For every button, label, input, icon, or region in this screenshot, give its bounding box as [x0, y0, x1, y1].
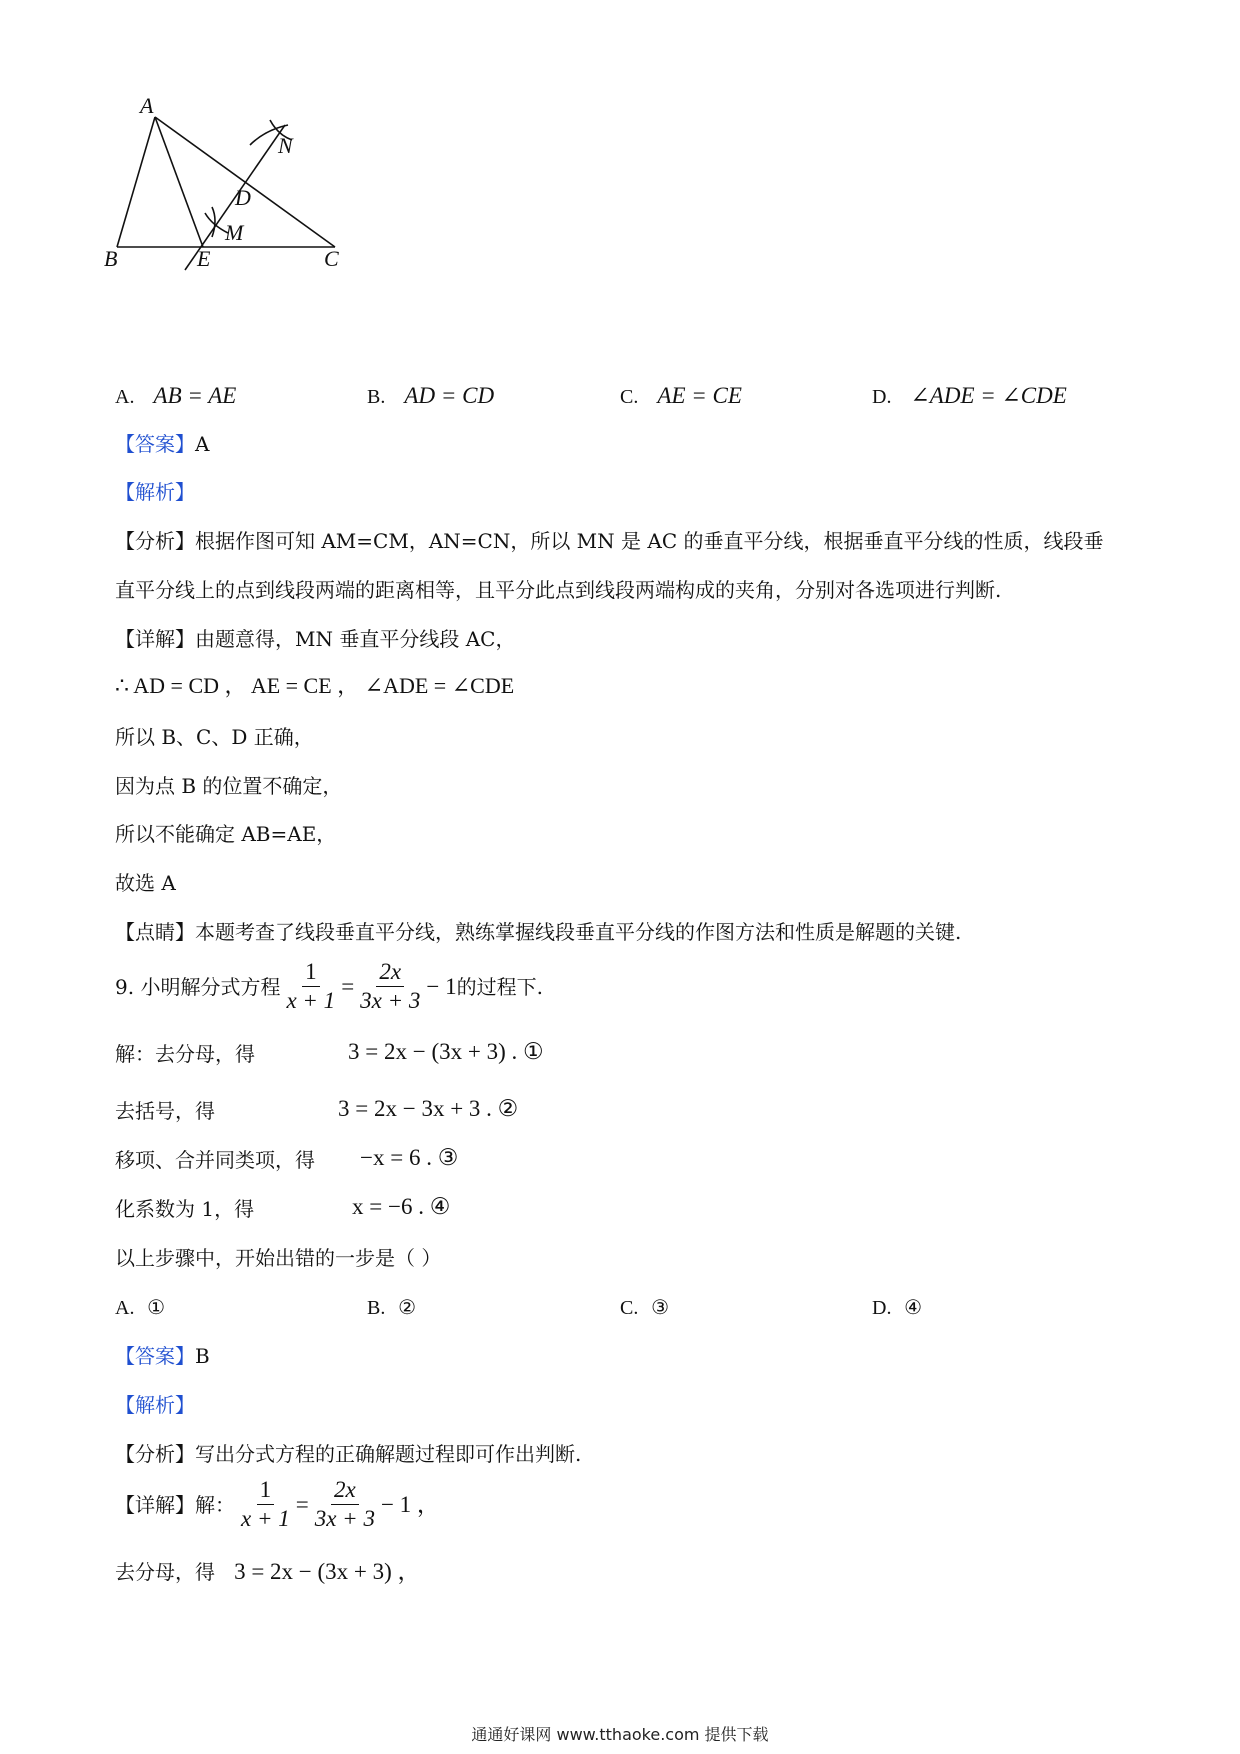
- label-e: E: [197, 246, 211, 271]
- label-b: B: [104, 246, 118, 271]
- fraction-denominator: x + 1: [241, 1506, 290, 1531]
- option-letter: B.: [367, 386, 386, 408]
- fraction-numerator: 1: [302, 958, 320, 987]
- q8-fenxi-line2: 直平分线上的点到线段两端的距离相等，且平分此点到线段两端构成的夹角，分别对各选项进行判断.: [115, 578, 1002, 602]
- q9-option-d: [872, 1293, 922, 1322]
- q8-line-choose: 故选 A: [115, 871, 176, 895]
- option-expr: ∠ADE = ∠CDE: [910, 383, 1067, 408]
- label-c: C: [324, 246, 339, 271]
- q8-option-c: [620, 382, 742, 411]
- option-expr: ③: [651, 1295, 669, 1319]
- minus-one: − 1: [426, 973, 457, 999]
- q8-line-bcd: 所以 B、C、D 正确，: [115, 725, 314, 749]
- label-n: N: [278, 133, 293, 158]
- q9-answer: [115, 1342, 210, 1370]
- q9-step2-label: 去括号，得: [115, 1099, 215, 1123]
- fraction-denominator: x + 1: [286, 988, 336, 1013]
- page-footer: 通通好课网 www.tthaoke.com 提供下载: [471, 1725, 769, 1744]
- q8-therefore-line: ∴ AD = CD ， AE = CE ， ∠ADE = ∠CDE: [115, 673, 515, 698]
- option-letter: A.: [115, 1297, 135, 1319]
- fraction-denominator: 3x + 3: [314, 1506, 375, 1531]
- minus-one: − 1 ，: [380, 1491, 440, 1517]
- q9-stem: [115, 958, 543, 1015]
- option-expr: ①: [147, 1295, 166, 1319]
- q9-prefix: 9. 小明解分式方程: [115, 974, 281, 999]
- qufenmu-eq: 3 = 2x − (3x + 3) ，: [234, 1559, 421, 1584]
- q8-option-b: [367, 382, 494, 411]
- option-letter: A.: [115, 386, 135, 408]
- answer-value: A: [195, 432, 210, 456]
- q9-step4-label: 化系数为 1，得: [115, 1197, 255, 1221]
- q9-suffix: 的过程下.: [456, 974, 543, 999]
- q8-option-a: [115, 382, 236, 411]
- fraction-numerator: 2x: [376, 958, 404, 987]
- q9-option-a: [115, 1293, 165, 1322]
- xiangjie-prefix: 解：: [195, 1492, 235, 1517]
- option-expr: AD = CD: [404, 383, 495, 408]
- option-expr: ②: [398, 1295, 416, 1319]
- equals-sign: =: [341, 973, 355, 999]
- answer-tag: 【答案】: [115, 432, 195, 456]
- option-expr: AB = AE: [153, 383, 237, 408]
- qufenmu-label: 去分母，得: [115, 1560, 215, 1584]
- option-letter: C.: [620, 1297, 639, 1319]
- fenxi-tag: 【分析】: [115, 529, 195, 553]
- q8-option-d: [872, 382, 1067, 411]
- label-d: D: [235, 185, 251, 210]
- q9-qufenmu: [115, 1558, 421, 1586]
- xiangjie-tag: 【详解】: [115, 1492, 195, 1517]
- fraction-denominator: 3x + 3: [360, 988, 421, 1013]
- q9-option-c: [620, 1293, 669, 1322]
- q9-step3-eq: −x = 6 . ③: [360, 1145, 459, 1170]
- q8-dianjing: [115, 918, 961, 946]
- fraction-1: [283, 958, 338, 1015]
- label-m: M: [225, 220, 244, 245]
- answer-value: B: [195, 1344, 210, 1368]
- option-expr: ④: [904, 1295, 923, 1319]
- option-expr: AE = CE: [657, 383, 742, 408]
- q8-xiangjie-line1: [115, 625, 515, 653]
- q9-xiangjie: [115, 1476, 440, 1533]
- q9-step2-eq: 3 = 2x − 3x + 3 . ②: [338, 1096, 519, 1121]
- q8-line-cannot: 所以不能确定 AB=AE，: [115, 822, 337, 846]
- fenxi-text: 根据作图可知 AM=CM，AN=CN，所以 MN 是 AC 的垂直平分线，根据垂直平分线的性质，线段垂: [195, 529, 1104, 553]
- fraction-2: [312, 1476, 378, 1533]
- fenxi-text: 写出分式方程的正确解题过程即可作出判断.: [195, 1442, 582, 1466]
- label-a: A: [140, 95, 154, 118]
- q9-option-b: [367, 1293, 416, 1322]
- q8-fenxi-line1: [115, 527, 1103, 555]
- fenxi-tag: 【分析】: [115, 1442, 195, 1466]
- fraction-numerator: 1: [257, 1476, 275, 1505]
- q9-fenxi: [115, 1440, 581, 1468]
- q9-analysis-tag: 【解析】: [115, 1393, 195, 1417]
- q8-answer: [115, 430, 209, 458]
- equals-sign: =: [295, 1491, 309, 1517]
- option-letter: C.: [620, 386, 639, 408]
- q9-step1-eq: 3 = 2x − (3x + 3) . ①: [348, 1039, 544, 1064]
- option-letter: B.: [367, 1297, 386, 1319]
- geometry-figure: [100, 95, 400, 305]
- q8-line-b-position: 因为点 B 的位置不确定，: [115, 774, 343, 798]
- dianjing-text: 本题考查了线段垂直平分线，熟练掌握线段垂直平分线的作图方法和性质是解题的关键.: [195, 920, 962, 944]
- fraction-1: [238, 1476, 293, 1533]
- q8-analysis-tag: 【解析】: [115, 480, 195, 504]
- fraction-numerator: 2x: [331, 1476, 359, 1505]
- option-letter: D.: [872, 386, 892, 408]
- q9-question: 以上步骤中，开始出错的一步是（ ）: [115, 1246, 442, 1270]
- dianjing-tag: 【点睛】: [115, 920, 195, 944]
- xiangjie-tag: 【详解】: [115, 627, 195, 651]
- option-letter: D.: [872, 1297, 892, 1319]
- q9-step1-label: 解：去分母，得: [115, 1042, 255, 1066]
- q9-step4-eq: x = −6 . ④: [352, 1194, 451, 1219]
- xiangjie-text: 由题意得，MN 垂直平分线段 AC，: [195, 627, 516, 651]
- answer-tag: 【答案】: [115, 1344, 195, 1368]
- q9-step3-label: 移项、合并同类项，得: [115, 1148, 315, 1172]
- fraction-2: [357, 958, 423, 1015]
